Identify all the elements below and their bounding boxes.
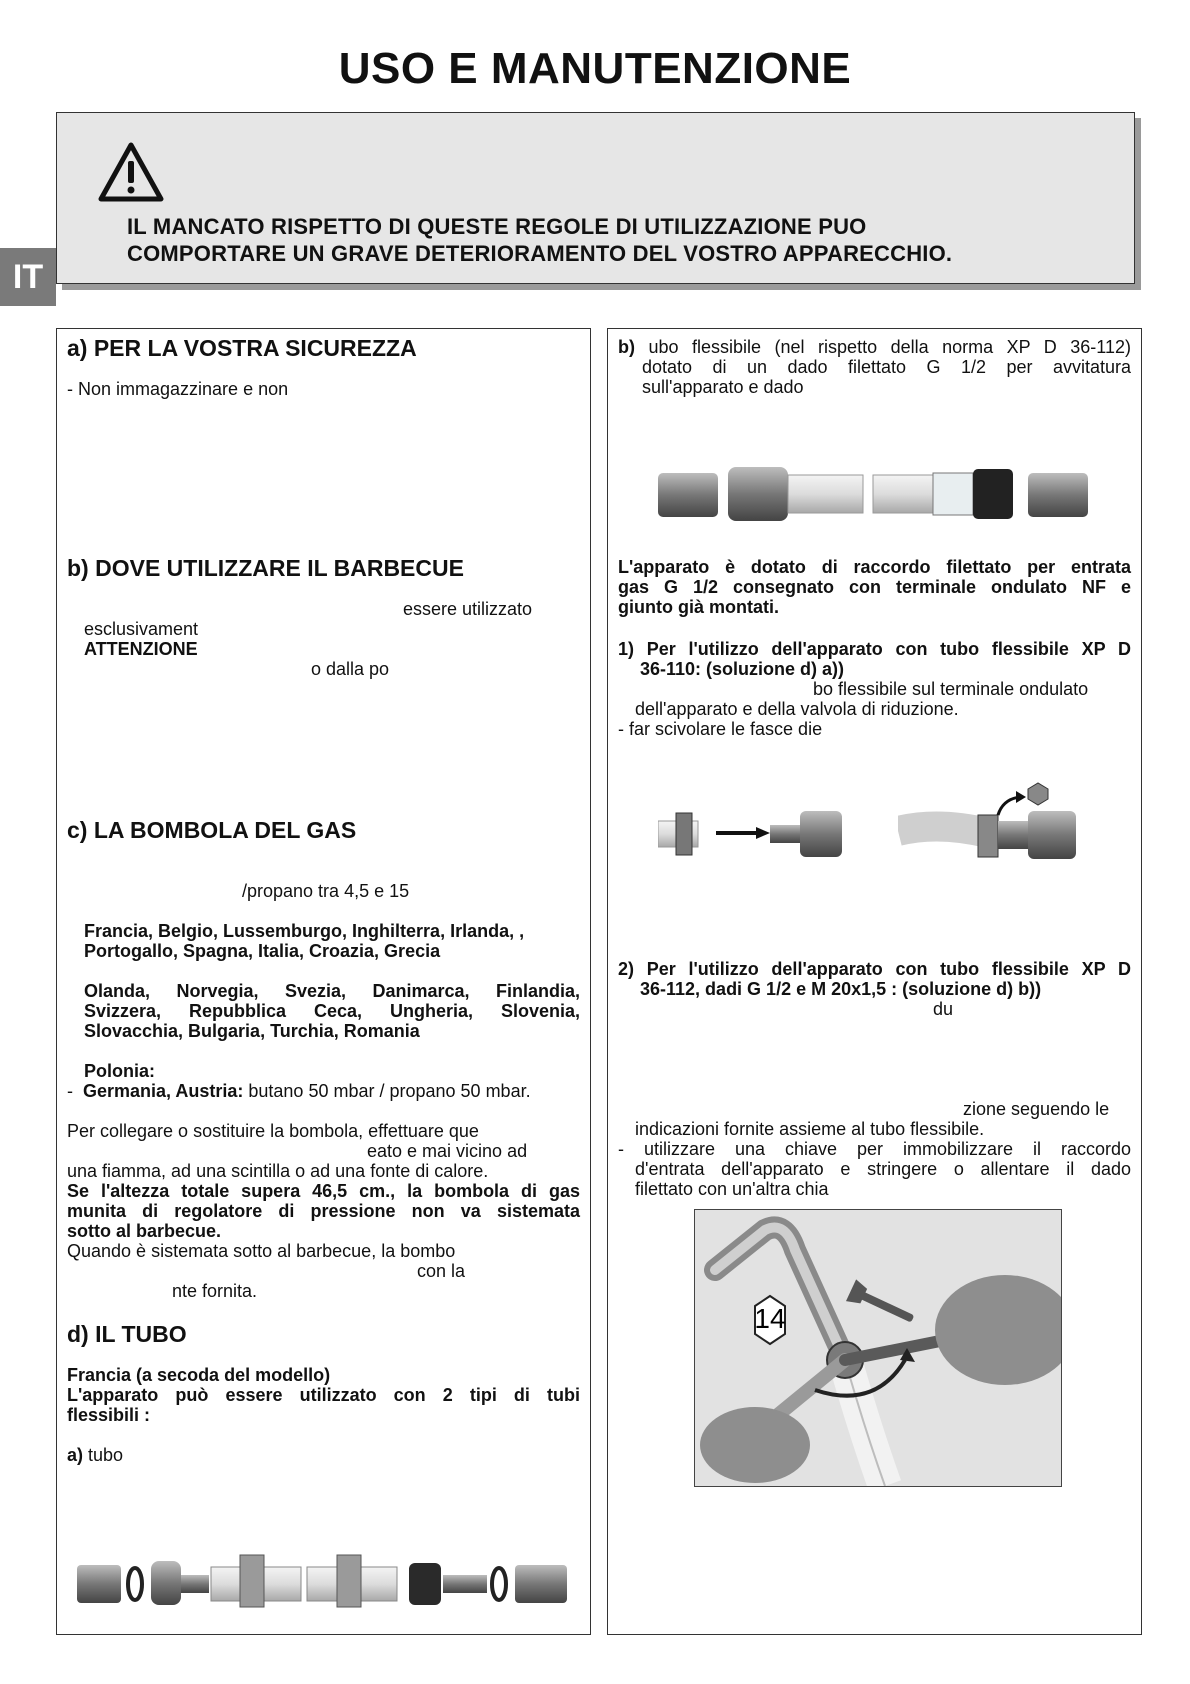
warning-line-2: COMPORTARE UN GRAVE DETERIORAMENTO DEL VOSTRO APPARECCHIO. (127, 241, 953, 266)
section-c-line-1: /propano tra 4,5 e 15 (242, 881, 410, 901)
intro-line-3: giunto già montati. (618, 597, 779, 617)
solution-2-line-4: - utilizzare una chiave per immobilizzare il raccordo (618, 1139, 1131, 1159)
language-tab: IT (0, 248, 56, 306)
solution-2-line-5: d'entrata dell'apparato e stringere o allentare il dado (635, 1159, 1131, 1179)
section-d-option-a (67, 1445, 123, 1465)
right-b-paragraph (618, 337, 1131, 397)
wrench-photo-label: 14 (754, 1303, 786, 1334)
countries-group-2-line-3: Slovacchia, Bulgaria, Turchia, Romania (84, 1021, 420, 1041)
solution-2-bullet (618, 1139, 1131, 1199)
warning-triangle-icon (97, 141, 165, 208)
solution-2-heading-line-2: 36-112, dadi G 1/2 e M 20x1,5 : (soluzione d) b)) (640, 979, 1042, 999)
option-a-text: tubo (83, 1445, 124, 1465)
countries-group-2 (84, 981, 580, 1041)
section-b-line-4: o dalla po (311, 659, 390, 679)
bombola-p1-line-1: Per collegare o sostituire la bombola, effettuare que (67, 1121, 479, 1141)
solution-1-heading-line-2: 36-110: (soluzione d) a)) (640, 659, 845, 679)
countries-group-1-line-2: Portogallo, Spagna, Italia, Croazia, Grecia (84, 941, 441, 961)
height-warning-line-3: sotto al barbecue. (67, 1221, 222, 1241)
solution-2-heading (618, 959, 1131, 999)
section-d-sub-2-line-1: L'apparato può essere utilizzato con 2 tipi di tubi (67, 1385, 580, 1405)
germania-line: - Germania, Austria: butano 50 mbar / propano 50 mbar. (67, 1081, 531, 1101)
bombola-p2-line-3: nte fornita. (172, 1281, 258, 1301)
hose-clamp-figure-1 (658, 789, 848, 884)
bombola-p2-line-2: con la (417, 1261, 466, 1281)
solution-2-line-2: zione seguendo le (963, 1099, 1110, 1119)
bombola-p2-line-1: Quando è sistemata sotto al barbecue, la bombo (67, 1241, 456, 1261)
bombola-p1-line-3: una fiamma, ad una scintilla o ad una fonte di calore. (67, 1161, 489, 1181)
height-warning-line-2: munita di regolatore di pressione non va sistemata (67, 1201, 580, 1221)
height-warning (67, 1181, 580, 1241)
solution-1-heading (618, 639, 1131, 679)
solution-2-heading-line-1: 2) Per l'utilizzo dell'apparato con tubo flessibile XP D (618, 959, 1131, 979)
height-warning-line-1: Se l'altezza totale supera 46,5 cm., la bombola di gas (67, 1181, 580, 1201)
solution-1-line-1: bo flessibile sul terminale ondulato (813, 679, 1089, 699)
countries-group-1 (84, 921, 580, 961)
solution-1-heading-line-1: 1) Per l'utilizzo dell'apparato con tubo flessibile XP D (618, 639, 1131, 659)
hose-kit-b-figure (658, 459, 1108, 534)
section-a-text: - Non immagazzinare e non (67, 379, 289, 399)
solution-2-line-6: filettato con un'altra chia (635, 1179, 829, 1199)
intro-paragraph (618, 557, 1131, 617)
section-d-sub-1: Francia (a secoda del modello) (67, 1365, 331, 1385)
intro-line-1: L'apparato è dotato di raccordo filettato per entrata (618, 557, 1131, 577)
section-d-sub-2-line-2: flessibili : (67, 1405, 151, 1425)
solution-2-line-3: indicazioni fornite assieme al tubo flessibile. (635, 1119, 985, 1139)
warning-text (127, 213, 952, 267)
warning-line-1: IL MANCATO RISPETTO DI QUESTE REGOLE DI UTILIZZAZIONE PUO (127, 214, 867, 239)
hose-clamp-figure-2 (898, 781, 1088, 886)
solution-1-line-3: - far scivolare le fasce die (618, 719, 823, 739)
page-title: USO E MANUTENZIONE (338, 44, 852, 93)
polonia-label: Polonia: (84, 1061, 155, 1081)
section-b-attention: ATTENZIONE (84, 639, 198, 659)
wrench-photo (694, 1209, 1062, 1487)
intro-line-2: gas G 1/2 consegnato con terminale ondulato NF e (618, 577, 1131, 597)
solution-1-line-2: dell'apparato e della valvola di riduzione. (635, 699, 959, 719)
right-b-label: b) (618, 337, 635, 357)
solution-2-line-1: du (933, 999, 954, 1019)
hose-kit-a-figure (75, 1547, 575, 1622)
section-d-heading: d) IL TUBO (67, 1321, 187, 1347)
section-b-line-2: esclusivament (84, 619, 199, 639)
right-column (607, 328, 1142, 1635)
section-b-heading: b) DOVE UTILIZZARE IL BARBECUE (67, 555, 464, 581)
germania-values: butano 50 mbar / propano 50 mbar. (243, 1081, 531, 1101)
bombola-p1-line-2: eato e mai vicino ad (367, 1141, 528, 1161)
right-b-line-2: dotato di un dado filettato G 1/2 per avvitatura (642, 357, 1131, 377)
left-column (56, 328, 591, 1635)
right-b-line-1: ubo flessibile (nel rispetto della norma XP D 36-112) (635, 337, 1131, 357)
section-b-line-1: essere utilizzato (403, 599, 533, 619)
section-c-heading: c) LA BOMBOLA DEL GAS (67, 817, 357, 843)
option-a-label: a) (67, 1445, 84, 1465)
section-d-sub-2 (67, 1385, 580, 1425)
countries-group-2-line-1: Olanda, Norvegia, Svezia, Danimarca, Finlandia, (84, 981, 580, 1001)
warning-box (56, 112, 1135, 284)
right-b-line-3: sull'apparato e dado (642, 377, 804, 397)
countries-group-2-line-2: Svizzera, Repubblica Ceca, Ungheria, Slovenia, (84, 1001, 580, 1021)
germania-label: Germania, Austria: (83, 1081, 244, 1101)
section-a-heading: a) PER LA VOSTRA SICUREZZA (67, 335, 417, 361)
countries-group-1-line-1: Francia, Belgio, Lussemburgo, Inghilterra, Irlanda, , (84, 921, 525, 941)
